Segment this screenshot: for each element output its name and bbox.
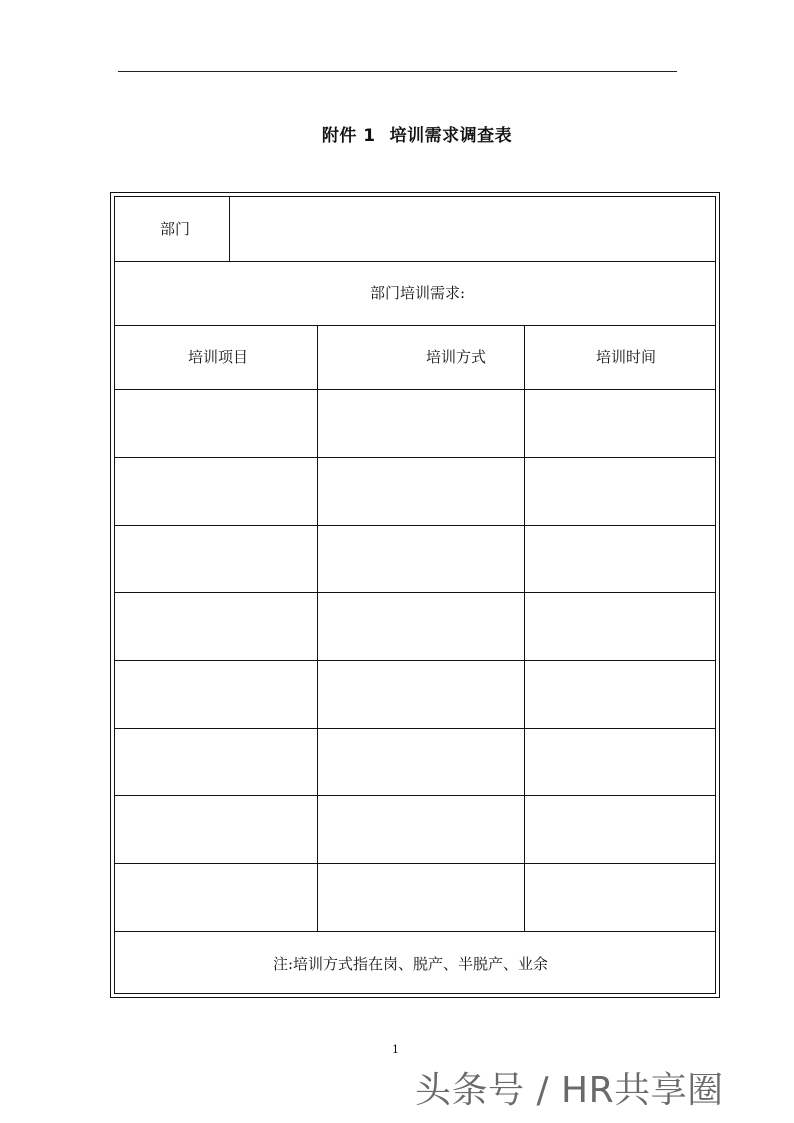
row-divider: [115, 728, 715, 729]
page-number: 1: [392, 1043, 399, 1056]
column-divider: [317, 325, 318, 931]
department-label: 部门: [160, 220, 191, 238]
training-needs-survey-table: [110, 192, 720, 998]
row-divider: [115, 525, 715, 526]
row-divider: [115, 389, 715, 390]
row-divider: [115, 660, 715, 661]
department-needs-label: 部门培训需求:: [370, 284, 466, 302]
column-header-training-time: 培训时间: [596, 348, 657, 366]
source-watermark: 头条号 / HR共享圈: [415, 1070, 724, 1111]
row-divider: [115, 863, 715, 864]
department-field[interactable]: [230, 197, 718, 261]
survey-table-inner-frame: [114, 196, 716, 994]
row-divider: [115, 325, 715, 326]
row-divider: [115, 457, 715, 458]
header-rule: [118, 71, 677, 72]
column-header-training-method: 培训方式: [426, 348, 487, 366]
row-divider: [115, 592, 715, 593]
column-divider: [524, 325, 525, 931]
row-divider: [115, 261, 715, 262]
document-title: [0, 121, 794, 146]
row-divider: [115, 931, 715, 932]
title-prefix: 附件 1: [321, 126, 376, 146]
column-header-training-item: 培训项目: [188, 348, 249, 366]
row-divider: [115, 795, 715, 796]
title-main: 培训需求调查表: [389, 126, 513, 146]
training-method-note: 注:培训方式指在岗、脱产、半脱产、业余: [273, 955, 549, 973]
